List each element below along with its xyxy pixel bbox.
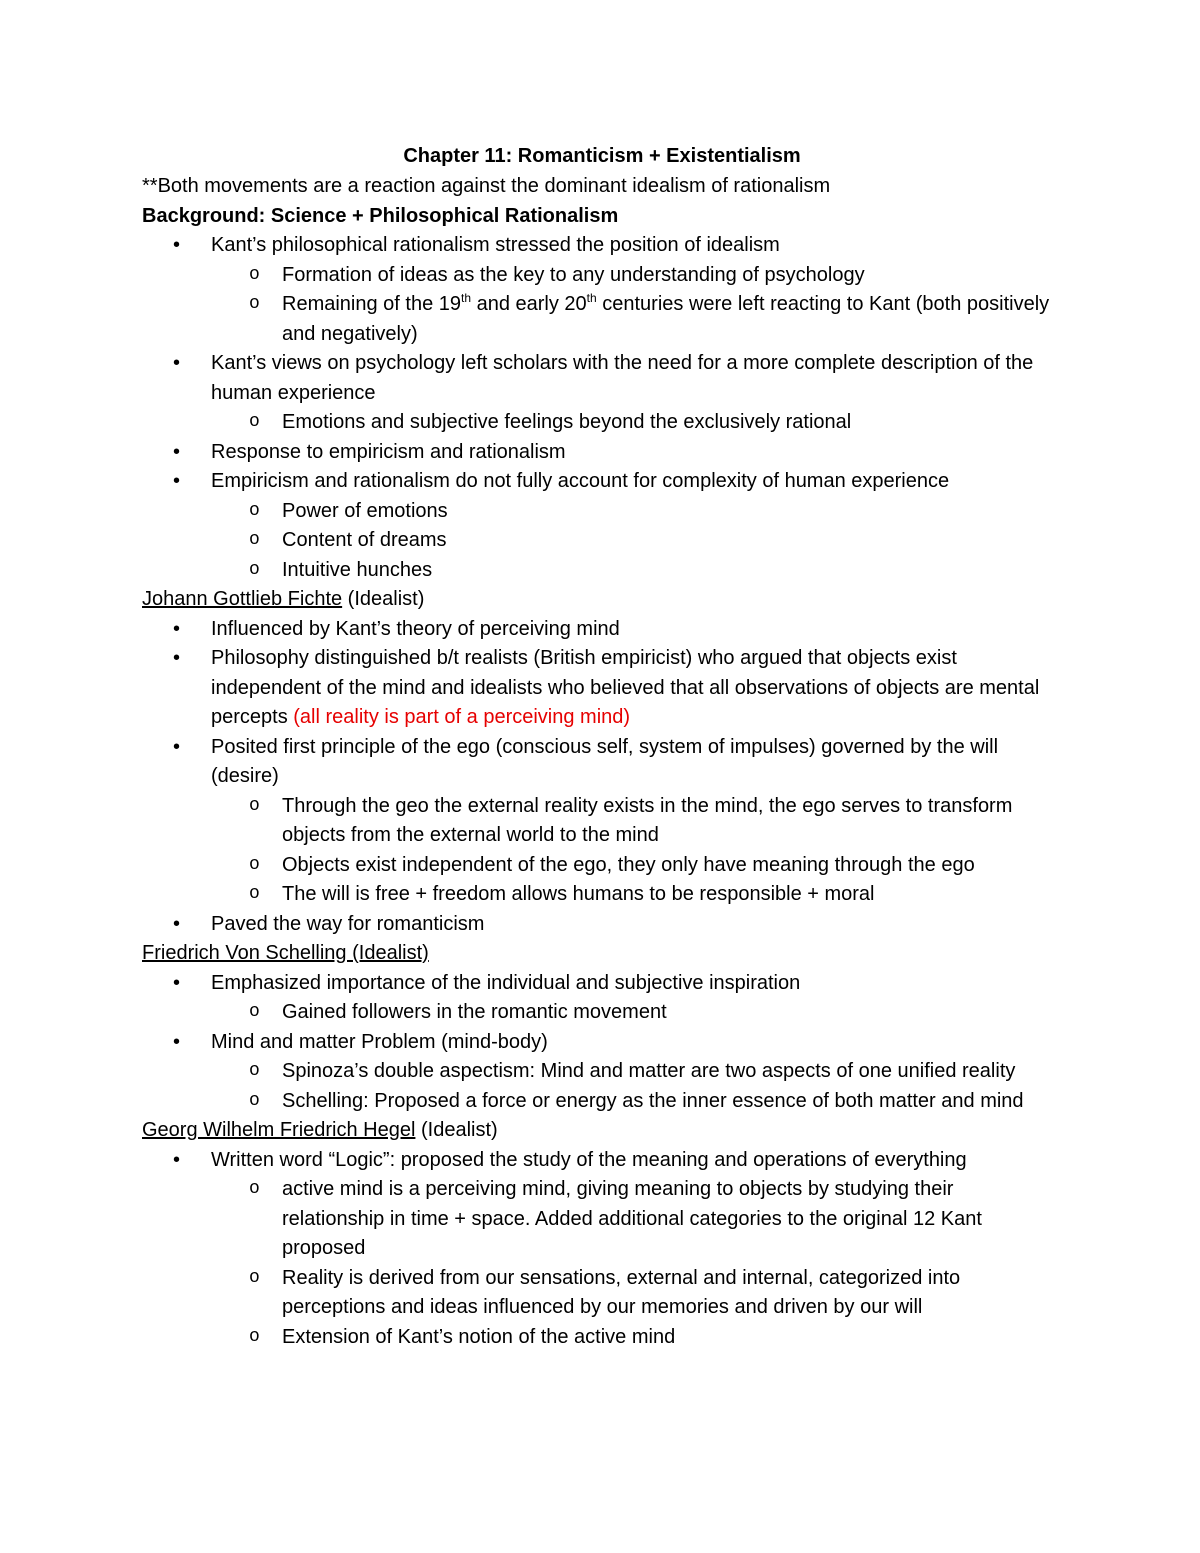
list-item: o Extension of Kant’s notion of the active mind bbox=[142, 1323, 1060, 1353]
list-item: o Reality is derived from our sensations, external and internal, categorized into perceptions and ideas influenced by our memories and driven by our will bbox=[142, 1264, 1060, 1323]
text-run: centuries were left reacting to Kant (both positively and negatively) bbox=[282, 293, 1050, 345]
list-item: o Spinoza’s double aspectism: Mind and matter are two aspects of one unified reality bbox=[142, 1057, 1060, 1087]
superscript: th bbox=[461, 291, 472, 305]
hegel-heading bbox=[142, 1116, 1060, 1146]
background-list bbox=[142, 231, 1060, 585]
list-item: • Response to empiricism and rationalism bbox=[142, 438, 1060, 468]
list-item: • Influenced by Kant’s theory of perceiving mind bbox=[142, 615, 1060, 645]
text-run: and early 20 bbox=[471, 293, 587, 315]
list-item: o Emotions and subjective feelings beyond the exclusively rational bbox=[142, 408, 1060, 438]
schelling-heading bbox=[142, 939, 1060, 969]
person-tag: (Idealist) bbox=[415, 1119, 498, 1141]
page-title: Chapter 11: Romanticism + Existentialism bbox=[403, 145, 801, 167]
list-item: o Schelling: Proposed a force or energy as the inner essence of both matter and mind bbox=[142, 1087, 1060, 1117]
list-item: o Gained followers in the romantic movement bbox=[142, 998, 1060, 1028]
list-item: • Posited first principle of the ego (conscious self, system of impulses) governed by the will (desire) bbox=[142, 733, 1060, 792]
list-item: • Written word “Logic”: proposed the study of the meaning and operations of everything bbox=[142, 1146, 1060, 1176]
list-item: o The will is free + freedom allows humans to be responsible + moral bbox=[142, 880, 1060, 910]
list-item: o Power of emotions bbox=[142, 497, 1060, 527]
text-run: Philosophy distinguished b/t realists (British empiricist) who argued that objects exist independent of the mind and idealists who believed that all observations of objects are mental percepts bbox=[211, 647, 1040, 728]
list-item: o Intuitive hunches bbox=[142, 556, 1060, 586]
list-item: o Content of dreams bbox=[142, 526, 1060, 556]
list-item: • Empiricism and rationalism do not fully account for complexity of human experience bbox=[142, 467, 1060, 497]
list-item bbox=[142, 290, 1060, 349]
list-item: o Objects exist independent of the ego, they only have meaning through the ego bbox=[142, 851, 1060, 881]
background-heading: Background: Science + Philosophical Rationalism bbox=[142, 204, 619, 227]
person-name: Johann Gottlieb Fichte bbox=[142, 588, 343, 610]
highlighted-text: (all reality is part of a perceiving mind) bbox=[293, 706, 631, 728]
text-run: Remaining of the 19 bbox=[282, 293, 462, 315]
intro-note: **Both movements are a reaction against the dominant idealism of rationalism bbox=[142, 175, 831, 197]
person-name: Friedrich Von Schelling (Idealist) bbox=[142, 942, 429, 964]
fichte-list bbox=[142, 615, 1060, 940]
list-item: o active mind is a perceiving mind, giving meaning to objects by studying their relationship in time + space. Added additional categories to the original 12 Kant proposed bbox=[142, 1175, 1060, 1264]
schelling-list bbox=[142, 969, 1060, 1117]
list-item: • Emphasized importance of the individual and subjective inspiration bbox=[142, 969, 1060, 999]
superscript: th bbox=[586, 291, 597, 305]
list-item: o Formation of ideas as the key to any understanding of psychology bbox=[142, 261, 1060, 291]
person-name: Georg Wilhelm Friedrich Hegel bbox=[142, 1119, 416, 1141]
fichte-heading bbox=[142, 585, 1060, 615]
list-item: • Mind and matter Problem (mind-body) bbox=[142, 1028, 1060, 1058]
list-item bbox=[142, 644, 1060, 733]
person-tag: (Idealist) bbox=[342, 588, 425, 610]
hegel-list bbox=[142, 1146, 1060, 1353]
list-item: • Kant’s views on psychology left scholars with the need for a more complete description of the human experience bbox=[142, 349, 1060, 408]
list-item: o Through the geo the external reality exists in the mind, the ego serves to transform objects from the external world to the mind bbox=[142, 792, 1060, 851]
list-item: • Kant’s philosophical rationalism stressed the position of idealism bbox=[142, 231, 1060, 261]
list-item: • Paved the way for romanticism bbox=[142, 910, 1060, 940]
